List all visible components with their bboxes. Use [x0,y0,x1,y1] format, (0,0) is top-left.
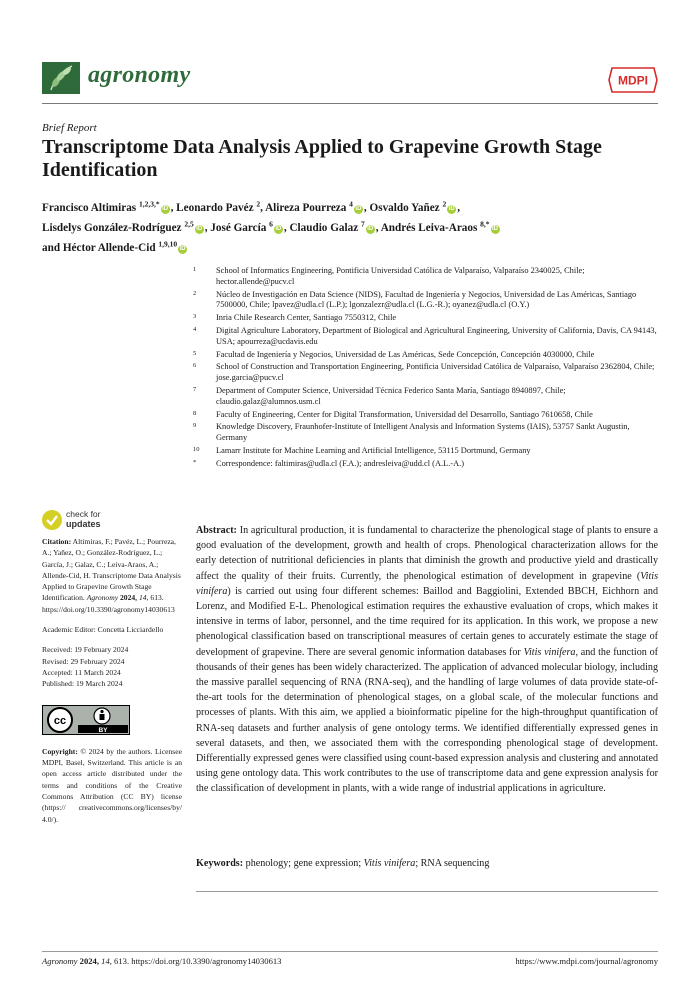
citation: Citation: Altimiras, F.; Pavéz, L.; Pourreza, A.; Yañez, O.; González-Rodríguez, L.; García, J.; Galaz, C.; Leiva-Araos, A.; Allende-Cid, H. Transcriptome Data Analysis Applied to Grapevine Growth Stage Identification. Agronomy 2024, 14, 613. https://doi.org/10.3390/agronomy14030613 [42,537,181,614]
abstract: Abstract: In agricultural production, it is fundamental to characterize the phenological stage of plants to ensure a good evaluation of the development, growth and health of crops. Phenological characterization allows for the early detection of nutritional deficiencies in plants that diminish the growth and productive yield and drastically affect the quality of their fruits. Currently, the phenological estimation of development in grapevine (Vitis vinifera) is carried out using four different schemes: Baillod and Baggiolini, Extended BBCH, Eichhorn and Lorenz, and Modified E-L. Phenological estimation requires the exhaustive evaluation of crops, which makes it intensive in terms of labor, personnel, and the time required for its application. In this work, we propose a new phenological classification based on transcriptional measures of certain genes to accurately estimate the stage of development of grapevine. There are several genomic information databases for Vitis vinifera, and the function of thousands of their genes has been widely characterized. The application of advanced molecular biology, including the massive parallel sequencing of RNA (RNA-seq), and the handling of large volumes of data provide state-of-the-art tools for the determination of phenological stages, on a global scale, of the molecular functions and processes of plants. With this aim, we applied a bioinformatic pipeline for the high-throughput quantification of RNA-seq datasets and further analysis of gene ontology terms. We identified differentially expressed genes in several datasets, and then, we associated them with the corresponding phenological stage of development. Differentially expressed genes were classified using count-based expression analysis and clustering and annotated using gene ontology data. This work contributes to the use of transcriptome data and gene expression analysis for the classification of development in plants, with a wide range of industrial applications in agriculture. [196,525,658,795]
affiliation-item: 6 School of Construction and Transportation Engineering, Pontificia Universidad Católica de Valparaíso, Valparaíso 2362804, Chile; jose.garcia@pucv.cl [193,362,655,383]
author[interactable]: Alireza Pourreza $^4$ [265,199,353,214]
orcid-icon[interactable]: iD [275,225,282,232]
affiliation-item: 1 School of Informatics Engineering, Pontificia Universidad Católica de Valparaíso, Valparaíso 2340025, Chile; hector.allende@pucv.cl [193,266,585,286]
affiliation-item: 4 Digital Agriculture Laboratory, Department of Biological and Agricultural Engineering, University of California, Davis, CA 94143, USA; apourreza@ucdavis.edu [193,325,657,346]
author[interactable]: José García $^6$ [210,219,273,234]
orcid-icon[interactable]: iD [355,205,362,212]
orcid-icon[interactable]: iD [492,225,498,232]
affiliation-item: 3 Inria Chile Research Center, Santiago 7550312, Chile [193,313,397,323]
mdpi-logo-icon[interactable] [608,67,658,93]
correspondence: * Correspondence: faltimiras@udla.cl (F.A.); andresleiva@udd.cl (A.L.-A.) [193,458,465,468]
orcid-icon[interactable]: iD [179,246,186,253]
orcid-icon[interactable]: iD [162,205,169,212]
section-divider [196,891,658,892]
article-title: Transcriptome Data Analysis Applied to Grapevine Growth Stage Identification [42,136,602,181]
orcid-icon[interactable]: iD [367,225,374,232]
cc-by-label: BY [98,726,108,734]
dates [42,644,182,689]
affiliation-item: 8 Faculty of Engineering, Center for Digital Transformation, Universidad del Desarrollo, Santiago 7610658, Chile [193,409,593,419]
svg-text:cc: cc [53,714,67,727]
orcid-icon[interactable]: iD [448,205,455,212]
author[interactable]: and Héctor Allende-Cid $^{1,9,10}$ [42,239,178,255]
author[interactable]: Andrés Leiva-Araos $^{8,*}$ [380,219,490,234]
affiliation-item: 5 Facultad de Ingeniería y Negocios, Universidad de Las Américas, Sede Concepción, Concepción 4030000, Chile [193,349,595,359]
orcid-icon[interactable]: iD [196,225,203,232]
publisher-name: MDPI [618,73,648,88]
author[interactable]: Claudio Galaz $^7$ [289,219,365,234]
cc-by-license-icon[interactable] [42,705,130,735]
article-info-sidebar [42,536,182,834]
affiliations-list [193,266,661,472]
affiliation-item: 10 Lamarr Institute for Machine Learning and Artificial Intelligence, 53115 Dortmund, Germany [193,445,531,455]
header-divider [42,103,658,104]
revised-date: Revised: 29 February 2024 [42,656,125,666]
academic-editor: Academic Editor: Concetta Licciardello [42,625,164,635]
journal-logo-icon [42,62,80,94]
author[interactable]: Lisdelys González-Rodríguez $^{2,5}$ [42,219,194,234]
abstract-label: Abstract: [196,525,237,536]
check-updates-icon [42,510,62,530]
author-list: Francisco Altimiras $^{1,2,3,*}$iD , Leonardo Pavéz $^2$, Alireza Pourreza $^4$iD , Osvaldo Yañez $^2$iD , Lisdelys González-Rodríguez $^{2,5}$iD , José García $^6$iD , Claudio Galaz $^7$iD , Andrés Leiva-Araos $^{8,*}$iD and Héctor Allende-Cid $^{1,9,10}$iD [42,199,498,255]
author[interactable]: Francisco Altimiras $^{1,2,3,*}$ [42,199,160,214]
accepted-date: Accepted: 11 March 2024 [42,667,121,677]
citation-doi-link[interactable]: 613. https://doi.org/10.3390/agronomy14030613 [42,593,175,614]
affiliation-item: 2 Núcleo de Investigación en Data Science (NIDS), Facultad de Ingeniería y Negocios, Universidad de Las Américas, Santiago 7500000, Chile; lpavez@udla.cl (L.P.); lgonzalezr@udla.cl (L.G.-R.); oyanez@udla.cl (O.Y.) [193,289,637,310]
check-for-updates-button[interactable]: check for updates [42,509,152,533]
footer-divider [42,951,658,952]
copyright-notice: Copyright: © 2024 by the authors. Licensee MDPI, Basel, Switzerland. This article is an open access article distributed under the terms and conditions of the Creative Commons Attribution (CC BY) license (https:// creativecommons.org/licenses/by/ 4.0/). [42,746,182,824]
footer-citation: Agronomy 2024, 14, 613. https://doi.org/10.3390/agronomy14030613 [42,956,282,966]
keywords: Keywords: phenology; gene expression; Vitis vinifera; RNA sequencing [196,858,490,869]
affiliation-item: 7 Department of Computer Science, Universidad Técnica Federico Santa María, Santiago 8940897, Chile; claudio.galaz@alumnos.usm.cl [193,385,566,406]
received-date: Received: 19 February 2024 [42,645,129,655]
article-type: Brief Report [42,122,97,134]
journal-url-link[interactable]: https://www.mdpi.com/journal/agronomy [515,956,658,966]
affiliation-item: 9 Knowledge Discovery, Fraunhofer-Institute of Intelligent Analysis and Information Systems (IAIS), 53757 Sankt Augustin, Germany [193,422,630,443]
keywords-label: Keywords: [196,858,244,869]
author[interactable]: Osvaldo Yañez $^2$ [369,199,447,214]
journal-name: agronomy [88,62,191,88]
author[interactable]: Leonardo Pavéz $^2$ [176,199,261,214]
published-date: Published: 19 March 2024 [42,679,123,689]
footer-doi-link[interactable]: 613. https://doi.org/10.3390/agronomy14030613 [114,956,282,966]
